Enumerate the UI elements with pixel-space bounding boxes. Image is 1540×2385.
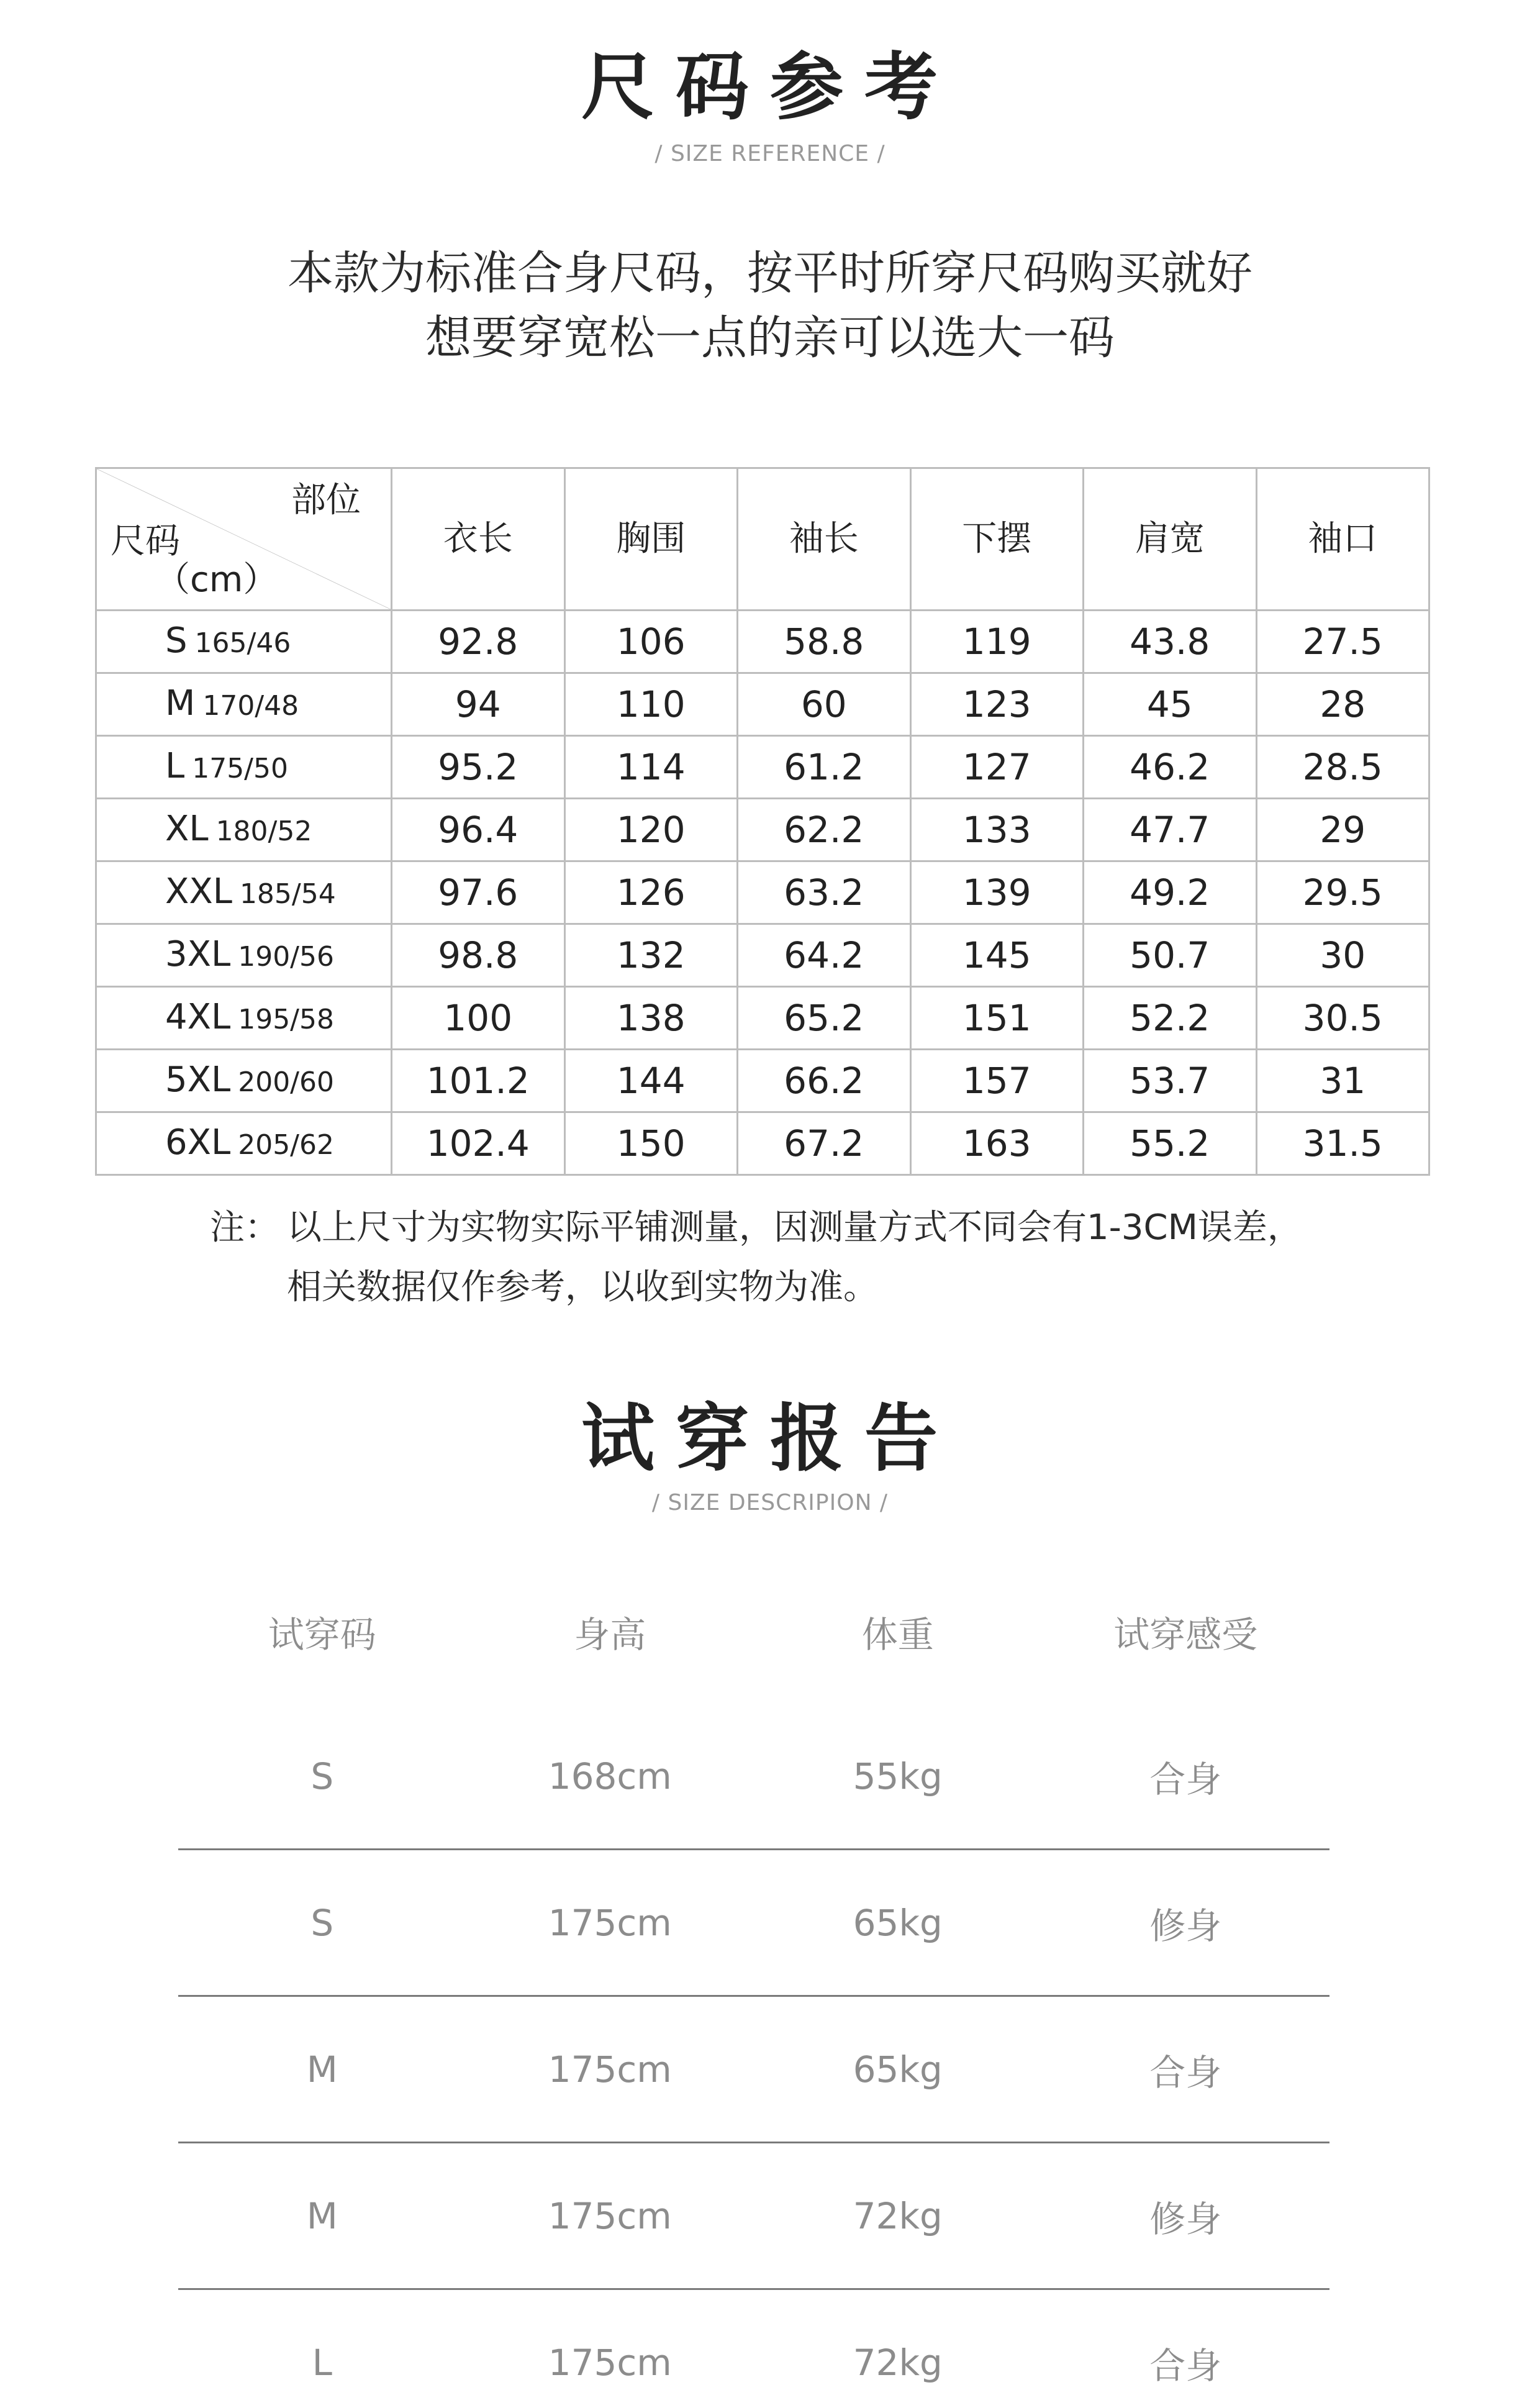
trial-cell: 55kg: [853, 1755, 943, 1797]
size-code: 6XL: [165, 1122, 231, 1163]
measurement-cell: 110: [564, 673, 738, 736]
size-code: 3XL: [165, 934, 231, 974]
measurement-cell: 92.8: [392, 611, 565, 673]
trial-row: [178, 2288, 1329, 2385]
size-label-cell: [96, 611, 392, 673]
trial-cell: 72kg: [853, 2194, 943, 2237]
size-chart-row: [96, 1050, 1429, 1112]
corner-label-size: 尺码: [111, 521, 180, 561]
size-chart-row: [96, 736, 1429, 799]
intro-line-1: 本款为标准合身尺码，按平时所穿尺码购买就好: [288, 247, 1252, 300]
measurement-cell: 138: [564, 987, 738, 1050]
size-chart-row: [96, 861, 1429, 924]
measurement-cell: 126: [564, 861, 738, 924]
size-label-cell: [96, 673, 392, 736]
trial-cell: 合身: [1149, 2344, 1222, 2385]
trial-report-title: 试穿报告: [581, 1396, 959, 1481]
trial-cell: 合身: [1149, 1758, 1222, 1801]
trial-header-cell: 试穿码: [268, 1613, 376, 1656]
measurement-cell: 100: [392, 987, 565, 1050]
size-chart-table: [95, 467, 1430, 1176]
size-chart-row: [96, 924, 1429, 987]
trial-cell: S: [310, 1901, 334, 1944]
size-chart-row: [96, 611, 1429, 673]
size-code: XL: [165, 809, 209, 849]
size-reference-subtitle: / SIZE REFERENCE /: [654, 141, 886, 166]
size-spec: 175/50: [192, 753, 288, 784]
corner-label-part: 部位: [291, 480, 361, 520]
measurement-cell: 98.8: [392, 924, 565, 987]
measurement-cell: 163: [910, 1112, 1084, 1175]
size-label-cell: [96, 799, 392, 861]
measurement-cell: 145: [910, 924, 1084, 987]
measurement-cell: 47.7: [1084, 799, 1257, 861]
measurement-cell: 46.2: [1084, 736, 1257, 799]
size-chart-row: [96, 673, 1429, 736]
trial-report-subtitle: / SIZE DESCRIPION /: [651, 1490, 889, 1515]
trial-cell: 175cm: [548, 2048, 672, 2091]
measurement-cell: 50.7: [1084, 924, 1257, 987]
measurement-cell: 65.2: [738, 987, 911, 1050]
measurement-cell: 31.5: [1256, 1112, 1429, 1175]
size-chart-row: [96, 1112, 1429, 1175]
measurement-cell: 43.8: [1084, 611, 1257, 673]
size-label-cell: [96, 736, 392, 799]
trial-cell: 修身: [1149, 1904, 1222, 1947]
trial-row: [178, 2142, 1329, 2288]
measurement-cell: 49.2: [1084, 861, 1257, 924]
measurement-cell: 139: [910, 861, 1084, 924]
size-spec: 190/56: [238, 941, 334, 973]
measurement-cell: 53.7: [1084, 1050, 1257, 1112]
size-label-cell: [96, 987, 392, 1050]
measurement-cell: 63.2: [738, 861, 911, 924]
size-spec: 185/54: [239, 878, 336, 910]
size-code: S: [165, 620, 188, 661]
trial-header-cell: 体重: [861, 1613, 934, 1656]
corner-header-cell: [96, 468, 392, 611]
size-chart-row: [96, 987, 1429, 1050]
size-label-cell: [96, 1050, 392, 1112]
trial-header-cell: 身高: [574, 1613, 646, 1656]
size-code: L: [165, 746, 185, 786]
trial-row: [178, 1848, 1329, 1995]
measurement-cell: 58.8: [738, 611, 911, 673]
measurement-cell: 96.4: [392, 799, 565, 861]
size-label-cell: [96, 1112, 392, 1175]
measurement-cell: 101.2: [392, 1050, 565, 1112]
trial-cell: L: [312, 2341, 332, 2384]
size-label-cell: [96, 861, 392, 924]
measurement-cell: 29: [1256, 799, 1429, 861]
column-header: 下摆: [910, 468, 1084, 611]
measurement-cell: 52.2: [1084, 987, 1257, 1050]
measurement-cell: 120: [564, 799, 738, 861]
measurement-cell: 67.2: [738, 1112, 911, 1175]
column-header: 肩宽: [1084, 468, 1257, 611]
trial-cell: S: [310, 1755, 334, 1797]
column-header: 胸围: [564, 468, 738, 611]
trial-report-table: [178, 1559, 1329, 2385]
measurement-cell: 60: [738, 673, 911, 736]
note-line-2: 相关数据仅作参考，以收到实物为准。: [287, 1267, 878, 1307]
trial-cell: M: [306, 2194, 338, 2237]
measurement-cell: 157: [910, 1050, 1084, 1112]
measurement-cell: 127: [910, 736, 1084, 799]
trial-row: [178, 1995, 1329, 2142]
note-label: 注：: [210, 1207, 279, 1248]
measurement-cell: 45: [1084, 673, 1257, 736]
measurement-cell: 30: [1256, 924, 1429, 987]
size-spec: 195/58: [238, 1004, 334, 1035]
size-chart-header-row: [96, 468, 1429, 611]
intro-line-2: 想要穿宽松一点的亲可以选大一码: [425, 311, 1115, 365]
trial-cell: 175cm: [548, 2341, 672, 2384]
note-line-1: 以上尺寸为实物实际平铺测量，因测量方式不同会有1-3CM误差，: [287, 1207, 1302, 1248]
trial-header-row: [178, 1559, 1329, 1704]
measurement-cell: 28.5: [1256, 736, 1429, 799]
measurement-cell: 66.2: [738, 1050, 911, 1112]
measurement-cell: 106: [564, 611, 738, 673]
size-spec: 180/52: [215, 815, 312, 847]
trial-cell: 72kg: [853, 2341, 943, 2384]
size-code: 4XL: [165, 997, 231, 1037]
size-spec: 165/46: [194, 627, 291, 659]
measurement-cell: 28: [1256, 673, 1429, 736]
trial-header-cell: 试穿感受: [1113, 1613, 1258, 1656]
measurement-cell: 114: [564, 736, 738, 799]
measurement-cell: 144: [564, 1050, 738, 1112]
measurement-cell: 61.2: [738, 736, 911, 799]
measurement-cell: 133: [910, 799, 1084, 861]
measurement-cell: 119: [910, 611, 1084, 673]
measurement-cell: 150: [564, 1112, 738, 1175]
trial-cell: 65kg: [853, 1901, 943, 1944]
measurement-cell: 123: [910, 673, 1084, 736]
measurement-cell: 30.5: [1256, 987, 1429, 1050]
size-code: M: [165, 683, 196, 724]
measurement-cell: 55.2: [1084, 1112, 1257, 1175]
measurement-cell: 27.5: [1256, 611, 1429, 673]
trial-report-body: [178, 1704, 1329, 2385]
size-reference-title: 尺码参考: [581, 44, 959, 130]
size-label-cell: [96, 924, 392, 987]
column-header: 袖长: [738, 468, 911, 611]
trial-cell: 175cm: [548, 1901, 672, 1944]
measurement-cell: 64.2: [738, 924, 911, 987]
measurement-cell: 95.2: [392, 736, 565, 799]
column-header: 袖口: [1256, 468, 1429, 611]
trial-cell: 合身: [1149, 2051, 1222, 2094]
measurement-cell: 151: [910, 987, 1084, 1050]
size-spec: 170/48: [202, 690, 299, 722]
trial-cell: M: [306, 2048, 338, 2091]
trial-cell: 65kg: [853, 2048, 943, 2091]
size-chart-row: [96, 799, 1429, 861]
measurement-cell: 97.6: [392, 861, 565, 924]
size-spec: 200/60: [238, 1066, 334, 1098]
measurement-cell: 102.4: [392, 1112, 565, 1175]
trial-cell: 175cm: [548, 2194, 672, 2237]
measurement-cell: 132: [564, 924, 738, 987]
column-header: 衣长: [392, 468, 565, 611]
trial-row: [178, 1704, 1329, 1848]
measurement-cell: 31: [1256, 1050, 1429, 1112]
measurement-cell: 62.2: [738, 799, 911, 861]
measurement-cell: 29.5: [1256, 861, 1429, 924]
measurement-cell: 94: [392, 673, 565, 736]
trial-cell: 168cm: [548, 1755, 672, 1797]
size-spec: 205/62: [238, 1129, 334, 1161]
trial-cell: 修身: [1149, 2197, 1222, 2240]
size-code: 5XL: [165, 1060, 231, 1100]
corner-label-unit: （cm）: [155, 560, 278, 600]
size-code: XXL: [165, 871, 232, 912]
